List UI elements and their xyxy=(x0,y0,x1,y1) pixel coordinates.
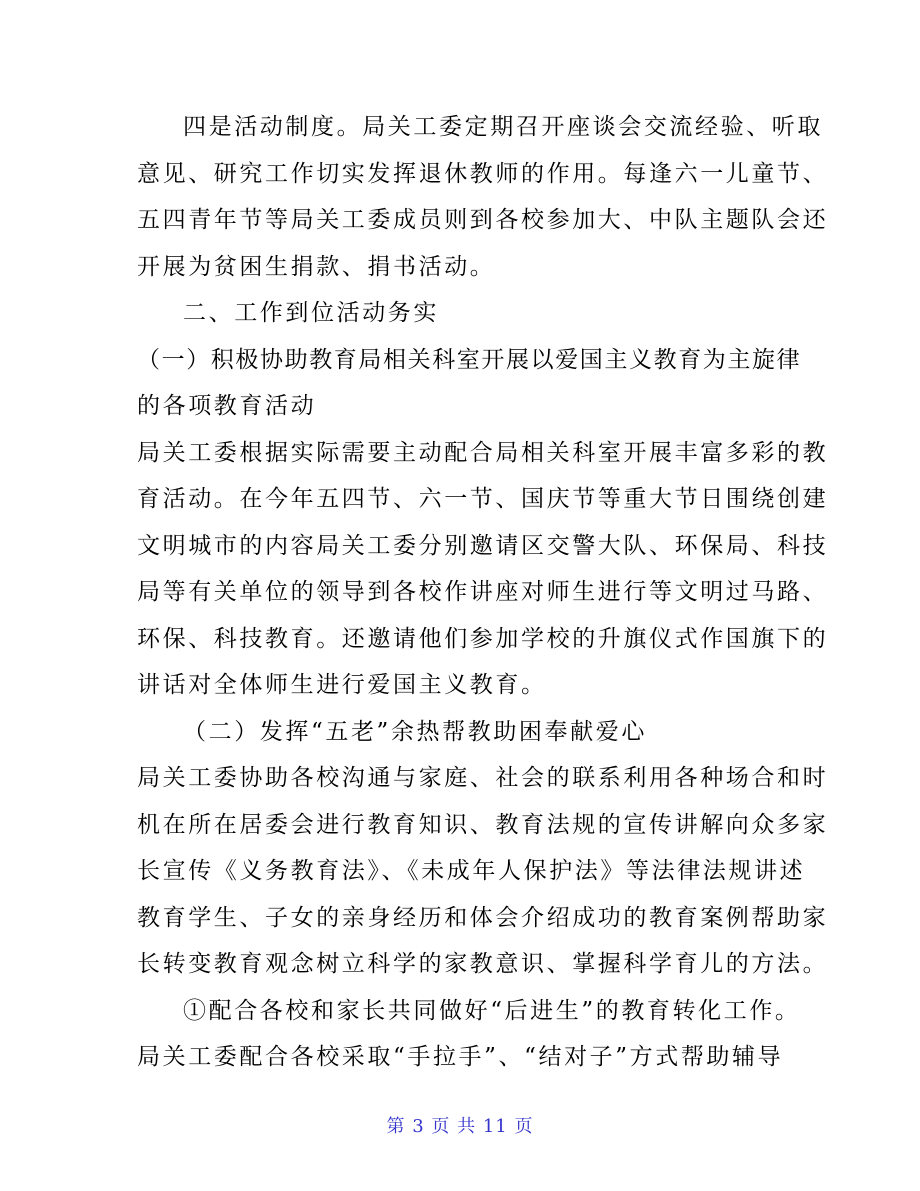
paragraph-line: 局等有关单位的领导到各校作讲座对师生进行等文明过马路、 xyxy=(137,579,829,605)
paragraph-line: 环保、科技教育。还邀请他们参加学校的升旗仪式作国旗下的 xyxy=(137,625,829,652)
paragraph-line: 教育学生、子女的亲身经历和体会介绍成功的教育案例帮助家 xyxy=(137,904,829,931)
subsection-heading: 的各项教育活动 xyxy=(137,393,317,419)
paragraph-line: 意见、研究工作切实发挥退休教师的作用。每逢六一儿童节、 xyxy=(137,160,829,187)
paragraph-line: 文明城市的内容局关工委分别邀请区交警大队、环保局、科技 xyxy=(137,532,829,559)
subsection-heading: （二）发挥“五老”余热帮教助困奉献爱心 xyxy=(183,718,647,745)
paragraph-line: 四是活动制度。局关工委定期召开座谈会交流经验、听取 xyxy=(183,114,823,140)
paragraph-line: 局关工委根据实际需要主动配合局相关科室开展丰富多彩的教 xyxy=(137,439,829,466)
paragraph-line: 机在所在居委会进行教育知识、教育法规的宣传讲解向众多家 xyxy=(137,811,829,838)
paragraph-line: 五四青年节等局关工委成员则到各校参加大、中队主题队会还 xyxy=(137,207,829,233)
document-body xyxy=(137,104,829,1081)
paragraph-line: 局关工委配合各校采取“手拉手”、“结对子”方式帮助辅导 xyxy=(137,1044,784,1070)
section-heading: 二、工作到位活动务实 xyxy=(183,300,439,326)
paragraph-line: 开展为贫困生捐款、捐书活动。 xyxy=(137,253,496,280)
paragraph-line: 局关工委协助各校沟通与家庭、社会的联系利用各种场合和时 xyxy=(137,765,829,791)
page-number-footer: 第 3 页 共 11 页 xyxy=(386,1116,534,1137)
paragraph-line: 讲话对全体师生进行爱国主义教育。 xyxy=(137,672,547,698)
paragraph-line: 长转变教育观念树立科学的家教意识、掌握科学育儿的方法。 xyxy=(137,951,829,977)
subsection-heading: （一）积极协助教育局相关科室开展以爱国主义教育为主旋律 xyxy=(137,346,802,373)
paragraph-line: 长宣传《义务教育法》、《未成年人保护法》等法律法规讲述 xyxy=(137,858,806,884)
paragraph-line: 育活动。在今年五四节、六一节、国庆节等重大节日围绕创建 xyxy=(137,486,829,512)
list-item-heading: ①配合各校和家长共同做好“后进生”的教育转化工作。 xyxy=(183,997,801,1024)
